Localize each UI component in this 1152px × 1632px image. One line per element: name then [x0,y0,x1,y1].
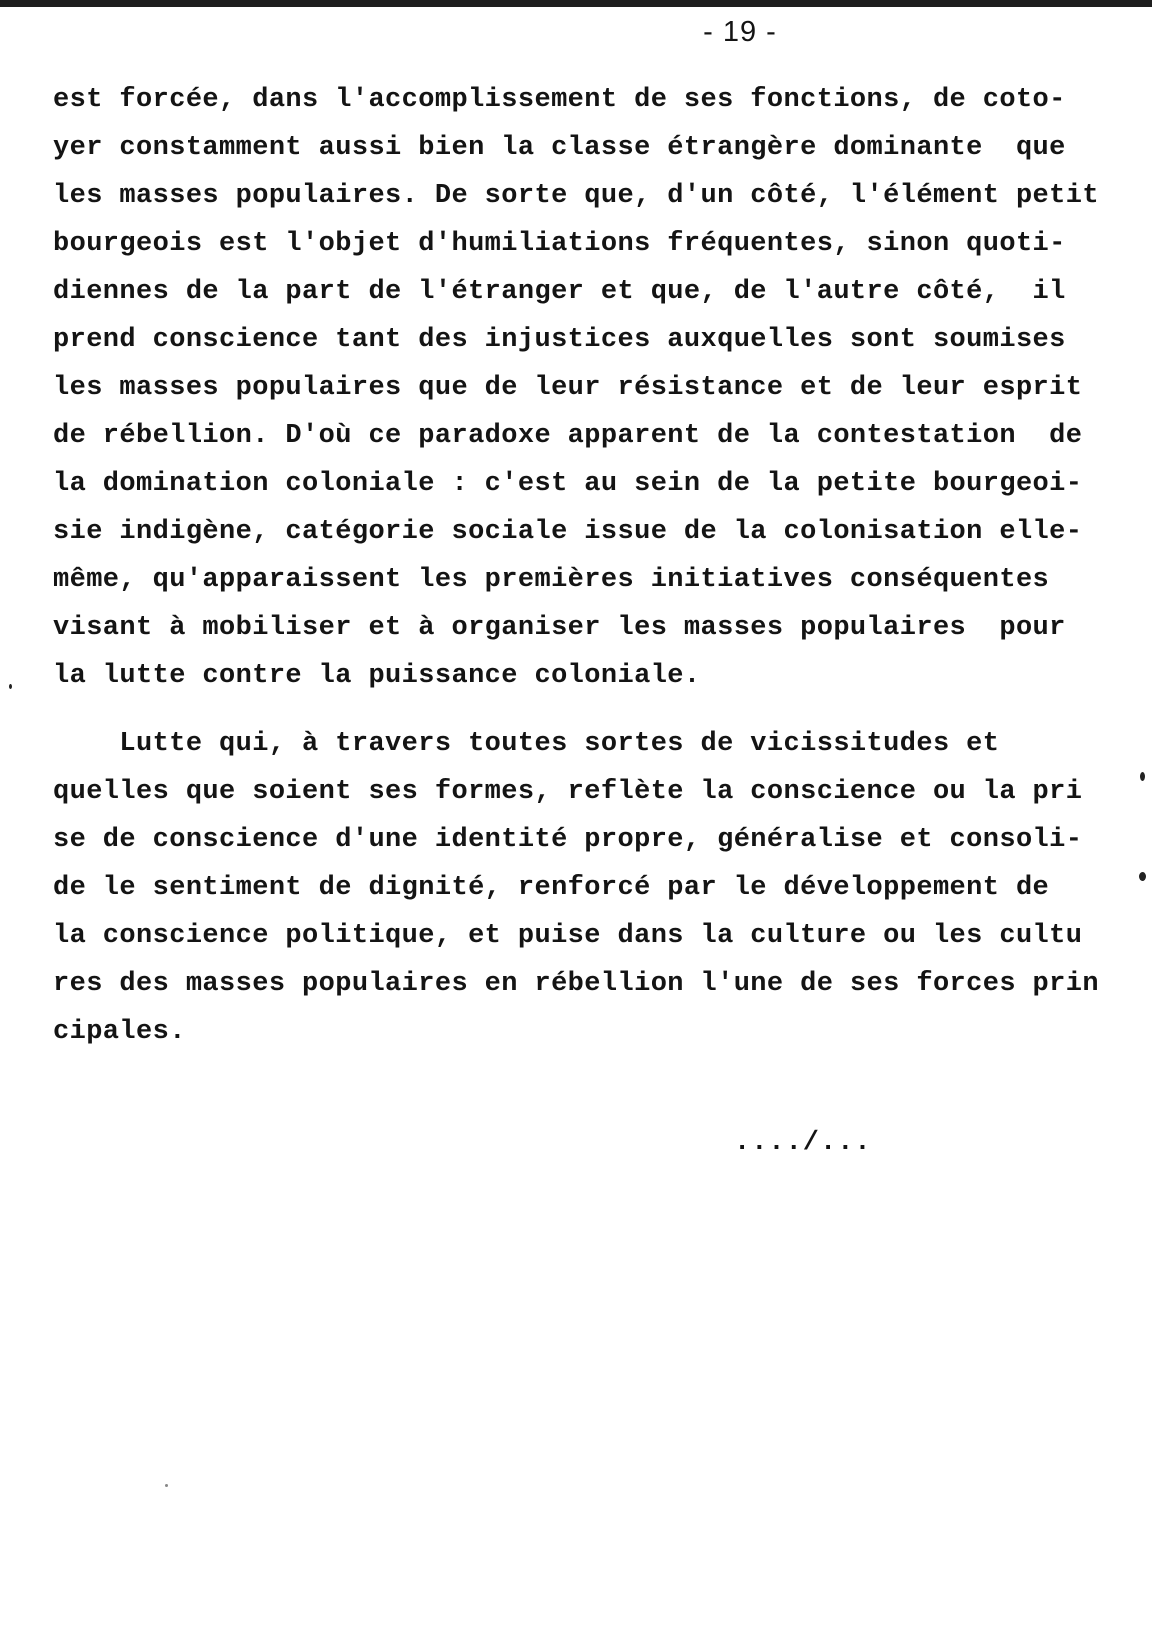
text-line: même, qu'apparaissent les premières initiatives conséquentes [53,565,1050,595]
paragraph-1 [53,76,1099,700]
text-line: de rébellion. D'où ce paradoxe apparent de la contestation de [53,421,1083,451]
text-line: les masses populaires. De sorte que, d'un côté, l'élément petit [53,181,1099,211]
text-line: la conscience politique, et puise dans la culture ou les cultu [53,921,1083,951]
continuation-mark: ..../... [734,1128,872,1158]
text-line: est forcée, dans l'accomplissement de ses fonctions, de coto- [53,85,1066,115]
top-scan-border [0,0,1152,7]
text-line: Lutte qui, à travers toutes sortes de vicissitudes et [53,729,1000,759]
text-line: de le sentiment de dignité, renforcé par le développement de [53,873,1050,903]
text-line: visant à mobiliser et à organiser les masses populaires pour [53,613,1066,643]
scan-speck [1140,772,1145,781]
page-number: - 19 - [703,16,777,48]
scan-speck [165,1484,168,1487]
scan-speck [1139,872,1146,881]
text-line: prend conscience tant des injustices auxquelles sont soumises [53,325,1066,355]
text-line: cipales. [53,1017,186,1047]
text-line: bourgeois est l'objet d'humiliations fréquentes, sinon quoti- [53,229,1066,259]
paragraph-2 [53,720,1099,1056]
text-line: yer constamment aussi bien la classe étrangère dominante que [53,133,1066,163]
text-line: les masses populaires que de leur résistance et de leur esprit [53,373,1083,403]
text-line: la lutte contre la puissance coloniale. [53,661,701,691]
scan-speck [9,684,12,689]
text-line: quelles que soient ses formes, reflète la conscience ou la pri [53,777,1083,807]
text-line: la domination coloniale : c'est au sein de la petite bourgeoi- [53,469,1083,499]
text-line: sie indigène, catégorie sociale issue de la colonisation elle- [53,517,1083,547]
text-line: se de conscience d'une identité propre, généralise et consoli- [53,825,1083,855]
text-line: res des masses populaires en rébellion l'une de ses forces prin [53,969,1099,999]
text-line: diennes de la part de l'étranger et que, de l'autre côté, il [53,277,1066,307]
